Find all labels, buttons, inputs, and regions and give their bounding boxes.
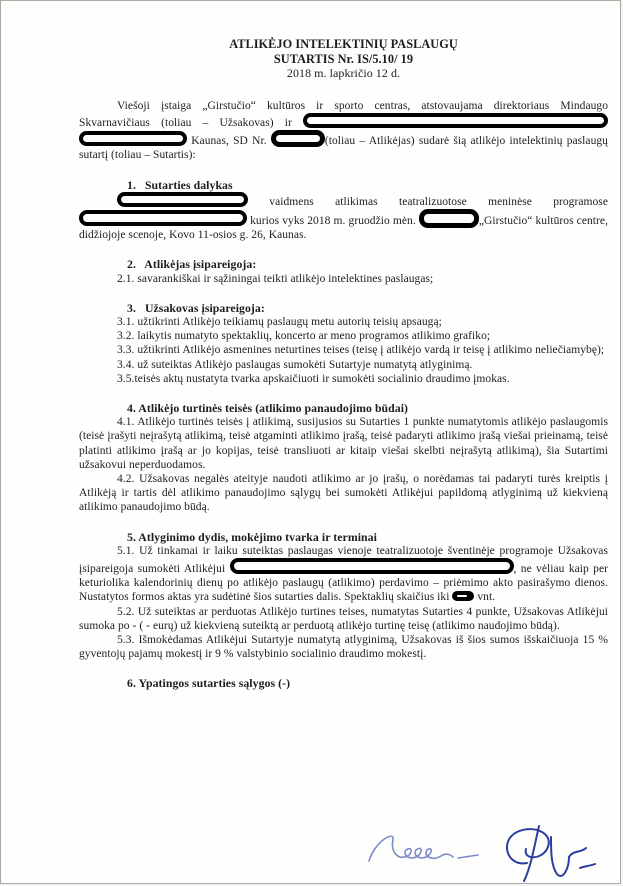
- redaction-bar-address: [79, 131, 187, 146]
- contract-content: [1, 1, 620, 883]
- clause-5-1-text-1: 5.1. Už tinkamai ir laiku suteiktas paslaugas vienoje teatralizuotoje šventinėje programoje Užsakovas įsipareigoja sumokėti Atlikėjui: [79, 544, 608, 576]
- section3-heading: 3. Užsakovas įsipareigoja:: [127, 300, 265, 315]
- intro-text-2: Kaunas, SD Nr.: [191, 135, 267, 148]
- clause-5-1: [79, 544, 608, 605]
- clause-2-1: 2.1. savarankiškai ir sąžiningai teikti atlikėjo intelektines paslaugas;: [117, 272, 434, 285]
- intro-text-1: Viešoji įstaiga „Girstučio“ kultūros ir sporto centras, atstovaujama direktoriaus Mindaugo Skvarnavičiaus (toliau – Užsakovas) ir: [79, 99, 608, 129]
- redaction-bar-date: [419, 209, 479, 228]
- redaction-mark-performance-count: [452, 591, 474, 601]
- intro-text-3: (toliau – Atlikėjas) sudarė šią atlikėjo intelektinių paslaugų sutartį (toliau – Sutartis):: [79, 135, 608, 162]
- section1-text-3: „Girstučio“ kultūros centre, didžiojoje scenoje, Kovo 11-osios g. 26, Kaunas.: [79, 215, 608, 242]
- clause-5-1-text-3: vnt.: [477, 591, 496, 604]
- section1-text-2: kurios vyks 2018 m. gruodžio mėn.: [250, 215, 416, 227]
- signature-left-ink: [369, 836, 478, 861]
- section5-heading: 5. Atlyginimo dydis, mokėjimo tvarka ir terminai: [127, 529, 377, 544]
- section4-heading: 4. Atlikėjo turtinės teisės (atlikimo panaudojimo būdai): [127, 401, 409, 416]
- section1-paragraph: [79, 192, 608, 243]
- document-date: 2018 m. lapkričio 12 d.: [286, 66, 401, 81]
- section1-text-1: vaidmens atlikimas teatralizuotose meninėse programose: [269, 195, 608, 208]
- document-title-line2: SUTARTIS Nr. IS/5.10/ 19: [273, 51, 414, 66]
- clause-3-1: 3.1. užtikrinti Atlikėjo teikiamų paslaugų metu autorių teisių apsaugą;: [117, 316, 442, 329]
- redaction-bar-sd-number: [271, 130, 325, 147]
- section6-heading: 6. Ypatingos sutarties sąlygos (-): [127, 676, 291, 691]
- redaction-bar-role: [117, 192, 248, 207]
- redaction-bar-program: [79, 210, 247, 226]
- section1-heading: 1. Sutarties dalykas: [127, 177, 233, 192]
- redaction-bar-name: [303, 113, 608, 128]
- clause-3-4: 3.4. už suteiktas Atlikėjo paslaugas sumokėti Sutartyje numatytą atlyginimą.: [117, 358, 473, 371]
- clause-5-3: 5.3. Išmokėdamas Atlikėjui Sutartyje numatytą atlyginimą, Užsakovas iš šios sumos išskaičiuoja 15 % gyventojų pajamų mokestį ir 9 % valstybinio socialinio draudimo mokestį.: [79, 634, 608, 661]
- redaction-bar-payment-amount: [230, 558, 514, 574]
- clause-3-2: 3.2. laikytis numatyto spektaklių, koncerto ar meno programos atlikimo grafiko;: [117, 330, 491, 343]
- clause-3-3: 3.3. užtikrinti Atlikėjo asmenines neturtines teises (teisę į atlikėjo vardą ir teisę į atlikimo neliečiamybę);: [117, 344, 605, 357]
- clause-4-1: 4.1. Atlikėjo turtinės teisės į atlikimą, susijusios su Sutarties 1 punkte numatytomis atlikėjo paslaugomis (teisė įrašyti neįrašytą atlikimą, teisė atgaminti atlikimo įrašą, teisė padaryti atlikimo įrašą viešai prieinamą, teisė platinti atlikimo įrašą ar jo kopijas, teisė transliuoti ar kitaip viešai skelbti neįrašytą atlikimą), šia Sutartimi užsakovui neperduodamos.: [79, 416, 608, 471]
- clause-3-5: 3.5.teisės aktų nustatyta tvarka apskaičiuoti ir sumokėti socialinio draudimo įmokas.: [117, 372, 510, 385]
- intro-paragraph: [79, 99, 608, 163]
- signature-area: [357, 821, 607, 884]
- clause-5-2: 5.2. Už suteiktas ar perduotas Atlikėjo turtines teises, numatytas Sutarties 4 punkte, Užsakovas Atlikėjui sumoka po - ( - eurų) už kiekvieną suteiktą ar perduotą atlikėjo turtinę teisę (atlikimo naudojimo būdą).: [79, 605, 608, 632]
- redaction-dash: [457, 595, 467, 597]
- signature-right-ink: [507, 826, 595, 881]
- document-title-line1: ATLIKĖJO INTELEKTINIŲ PASLAUGŲ: [229, 37, 458, 51]
- section2-heading: 2. Atlikėjas įsipareigoja:: [127, 257, 257, 272]
- title-block: [79, 37, 608, 81]
- clause-5-1-text-2: , ne vėliau kaip per keturiolika kalendorinių dienų po atlikėjo paslaugų (atlikimo) perdavimo – priėmimo akto pasirašymo dienos. Nustatytos formos aktas yra sudėtinė šios sutarties dalis. Spektaklių skaičius iki: [79, 563, 608, 604]
- clause-4-2: 4.2. Užsakovas negalės ateityje naudoti atlikimo ar jo įrašų, o norėdamas tai padaryti turės kreiptis į Atlikėją ir tartis dėl atlikimo panaudojimo sąlygų bei sumokėti Atlikėjui papildomą atlyginimą už kiekvieną atlikimo panaudojimo būdą.: [79, 473, 608, 514]
